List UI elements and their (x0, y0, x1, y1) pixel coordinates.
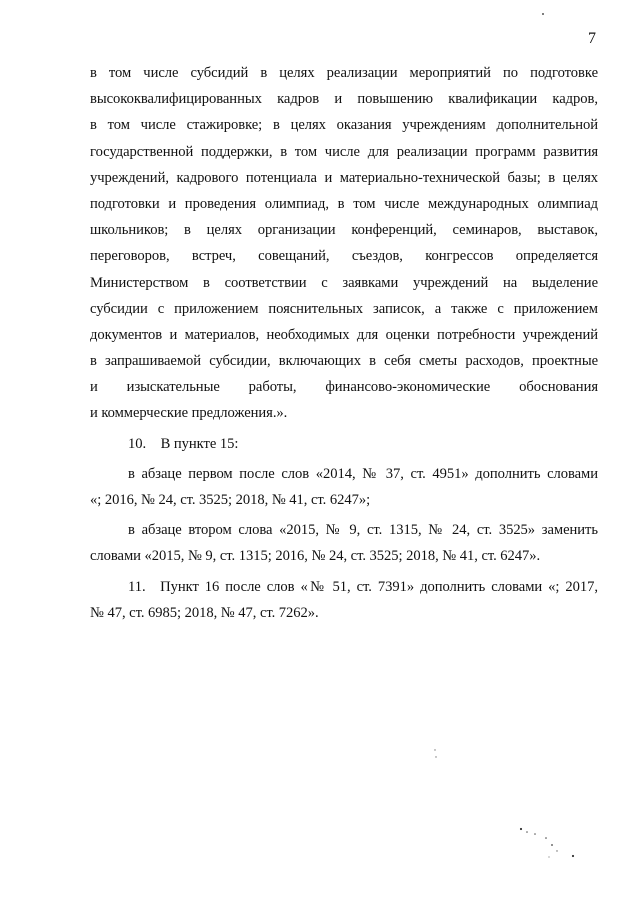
text-line: в запрашиваемой субсидии, включающих в себя сметы расходов, проектные (90, 353, 598, 370)
item-11 (90, 574, 598, 626)
item-10-subparagraph-1 (90, 461, 598, 513)
page-number: 7 (588, 30, 596, 47)
text-line: № 47, ст. 6985; 2018, № 47, ст. 7262». (90, 604, 319, 621)
text-line: учреждений, кадрового потенциала и материально-технической базы; в целях (90, 169, 598, 186)
text-line: и изыскательные работы, финансово-экономические обоснования (90, 379, 598, 396)
text-line: «; 2016, № 24, ст. 3525; 2018, № 41, ст. 6247»; (90, 492, 371, 508)
text-line: переговоров, встреч, совещаний, съездов, конгрессов определяется (90, 248, 598, 265)
text-line: школьников; в целях организации конференций, семинаров, выставок, (90, 222, 598, 239)
text-line: в том числе субсидий в целях реализации мероприятий по подготовке (90, 65, 598, 81)
text-line: в абзаце втором слова «2015, № 9, ст. 1315, № 24, ст. 3525» заменить (128, 522, 598, 539)
text-line: 11. Пункт 16 после слов «№ 51, ст. 7391» дополнить словами «; 2017, (128, 578, 598, 595)
item-10-heading: 10. В пункте 15: (128, 435, 239, 452)
text-line: в абзаце первом после слов «2014, № 37, ст. 4951» дополнить словами (128, 465, 598, 482)
text-line: Министерством в соответствии с заявками учреждений на выделение (90, 274, 598, 291)
document-body (90, 60, 598, 626)
text-line: государственной поддержки, в том числе для реализации программ развития (90, 143, 598, 160)
paragraph-continuation (90, 60, 598, 427)
text-line: и коммерческие предложения.». (90, 405, 288, 422)
item-10-subparagraph-2 (90, 517, 598, 569)
text-line: документов и материалов, необходимых для оценки потребности учреждений (90, 326, 598, 343)
text-line: подготовки и проведения олимпиад, в том числе международных олимпиад (90, 195, 598, 212)
text-line: в том числе стажировке; в целях оказания учреждениям дополнительной (90, 117, 598, 134)
text-line: субсидии с приложением пояснительных записок, а также с приложением (90, 300, 598, 317)
text-line: словами «2015, № 9, ст. 1315; 2016, № 24, ст. 3525; 2018, № 41, ст. 6247». (90, 548, 541, 565)
text-line: высококвалифицированных кадров и повышению квалификации кадров, (90, 91, 598, 108)
